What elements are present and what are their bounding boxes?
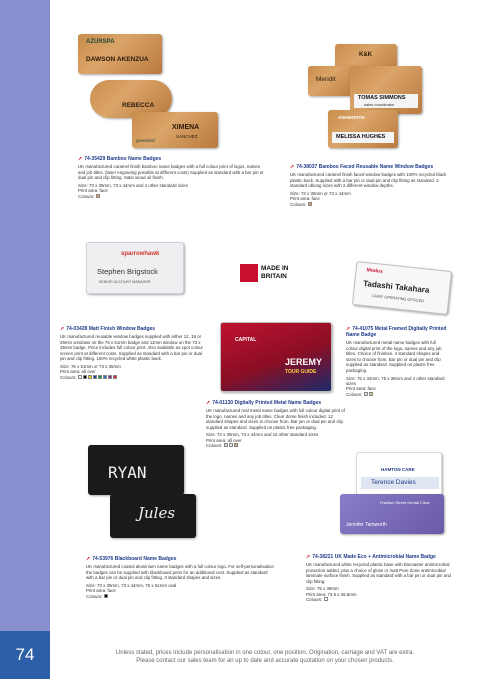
badge-clinic: Fraction Street Dental Clinic (380, 500, 430, 505)
colours-label: Colours: (86, 593, 103, 599)
product-blackboard (86, 556, 276, 600)
product-print: Print area: all over (60, 369, 96, 375)
colour-swatch[interactable] (93, 375, 97, 379)
product-name: Bamboo Faced Reusable Name Window Badges (318, 164, 434, 170)
eco-badge-1 (356, 452, 442, 498)
colour-swatch[interactable] (308, 202, 312, 206)
badge-logo: AZURSPA (86, 39, 115, 45)
product-colours (86, 594, 276, 600)
colours-label: Colours: (60, 374, 77, 380)
product-eco-antimicrobial (306, 554, 456, 603)
product-desc: UK manufactured metal name badges with full colour digital print of the logo, names and any job titles. Choice of finishes. 4 standard shapes and sizes to choose from. Bar pin or dual pin and clip supplied as standard. Supplied on plastic free packaging. (346, 340, 442, 373)
product-name: Matt Finish Window Badges (88, 326, 156, 332)
product-title[interactable] (60, 326, 206, 332)
badge-title: SENIOR ACCOUNT MANAGER (99, 280, 151, 284)
faced-badge-4 (328, 110, 398, 148)
product-metal-framed (346, 326, 448, 398)
colours-label: Colours: (206, 443, 223, 449)
product-code: 74-38037 (296, 164, 318, 170)
arrow-icon: ➚ (86, 556, 91, 562)
product-colours (346, 392, 448, 398)
colour-swatch[interactable] (78, 375, 82, 379)
eco-badge-2 (340, 494, 444, 534)
product-size: Size: 73 x 35mm, 73 x 44mm and 4 other standard sizes (78, 182, 188, 188)
arrow-icon: ➚ (60, 326, 65, 332)
blackboard-badge-1 (88, 445, 184, 495)
colour-swatch[interactable] (104, 594, 108, 598)
colour-swatch[interactable] (83, 375, 87, 379)
product-title[interactable] (290, 164, 452, 170)
side-bar (0, 0, 50, 679)
colours-label: Colours: (346, 391, 363, 397)
product-colours (206, 443, 346, 449)
product-print: Print area: all over (206, 437, 242, 443)
product-colours (306, 597, 456, 603)
colour-swatch[interactable] (108, 375, 112, 379)
metal-badge-image (352, 261, 452, 315)
colour-swatches (77, 375, 117, 381)
product-name: Metal Framed Digitally Printed Name Badge (346, 326, 447, 338)
product-print: Print area: face (86, 588, 116, 594)
product-size: Size: 73 x 35mm, 73 x 44mm, 76 x 51mm oval (86, 582, 177, 588)
badge-logo: sparrowhawk (121, 251, 160, 257)
product-colours (290, 202, 452, 208)
arrow-icon: ➚ (290, 164, 295, 170)
made-in-britain-logo (240, 262, 296, 284)
footer-line-1: Unless stated, prices include personalisation in one colour, one position. Origination, carriage and VAT are extra. (115, 650, 415, 656)
badge-title: TOUR GUIDE (285, 369, 317, 375)
badge-title: CHIEF OPERATING OFFICER (371, 293, 425, 304)
product-print: Print area: face (290, 196, 320, 202)
footer (50, 649, 480, 665)
product-title[interactable] (86, 556, 276, 562)
badge-name: Jennifer Tamworth (346, 522, 387, 528)
arrow-icon: ➚ (346, 326, 351, 332)
badge-name: TOMAS SIMMONS (358, 95, 406, 101)
product-code: 74-38221 (312, 554, 334, 560)
product-desc: UK manufactured coated aluminium name badges with a full colour logo. For self-personalisation the badges can be supplied with blackboard pens for an additional cost. Supplied as standard with a bar pin or dual pin and clip fitting. 3 standard shapes and sizes. (86, 564, 274, 581)
product-name: Blackboard Name Badges (114, 556, 177, 562)
product-print: Print area: 73.5 x 36.5mm (306, 591, 357, 597)
badge-title: sales coordinator (364, 102, 395, 107)
arrow-icon: ➚ (78, 156, 83, 162)
product-desc: UK manufactured real metal name badges with full colour digital print of the logo, names and any job titles. Clear dome finish included. 12 standard shapes and sizes to choose from. Bar pin or dual pin and clip supplied as standard. Supplied on plastic free packaging. (206, 408, 345, 430)
product-name: UK Made Eco + Antimicrobial Name Badge (334, 554, 436, 560)
product-desc: UK manufactured reusable window badges supplied with either 12, 19 or 26mm windows on the 76 x 51mm badge and 11mm window on the 73 x 35mm badge. Price includes full colour print. Also available as spot colour screen print at different costs. Supplied as standard with a bar pin or dual pin and clip fitting. 100% recycled white plastic back. (60, 334, 204, 362)
colours-label: Colours: (290, 201, 307, 207)
product-name: Bamboo Name Badges (106, 156, 162, 162)
badge-name: Jules (138, 504, 176, 522)
arrow-icon: ➚ (306, 554, 311, 560)
colour-swatch[interactable] (224, 443, 228, 447)
colour-swatches (103, 594, 108, 600)
badge-name: Tadashi Takahara (362, 278, 430, 295)
faced-badge-3 (350, 66, 422, 114)
colour-swatch[interactable] (324, 597, 328, 601)
union-flag-icon (240, 264, 258, 282)
badge-name: JEREMY (285, 357, 323, 367)
blackboard-badge-2 (110, 494, 196, 538)
product-print: Print area: face (346, 386, 376, 392)
badge-logo: HAMTON CARE (381, 467, 415, 472)
badge-logo: CAPITAL (235, 337, 257, 343)
faced-badge-2 (308, 66, 356, 96)
footer-line-2: Please contact our sales team for an up to date and accurate quotation on your chosen products. (136, 658, 394, 664)
logo-line2: BRITAIN (261, 273, 287, 280)
colour-swatch[interactable] (229, 443, 233, 447)
colours-label: Colours: (78, 193, 95, 199)
matt-badge-image (86, 242, 184, 294)
colour-swatches (363, 392, 373, 398)
arrow-icon: ➚ (206, 400, 211, 406)
product-code: 74-41075 (352, 326, 374, 332)
product-matt-finish (60, 326, 206, 381)
product-bamboo-faced (290, 164, 452, 208)
product-print: Print area: face (78, 188, 108, 194)
badge-name: Stephen Brigstock (97, 267, 158, 276)
page-number: 74 (0, 631, 50, 679)
colour-swatch[interactable] (98, 375, 102, 379)
bamboo-badge-3 (132, 112, 218, 148)
colours-label: Colours: (306, 597, 323, 603)
product-code: 74-03428 (66, 326, 88, 332)
badge-name: MELISSA HUGHES (336, 134, 386, 140)
product-desc: UK manufactured caramel finish faced window badges with 100% recycled black plastic back. Supplied with a bar pin or dual pin and clip fitting as standard. 2 standard oblong sizes with 2 different window depths. (290, 172, 447, 189)
product-code: 74-01130 (212, 400, 234, 406)
product-desc: UK manufactured caramel finish bamboo name badges with a full colour print of logos, names and job titles. (laser engraving possible at different costs) Supplied as standard with a bar pin or dual pin and clip fitting. Satin wood oil finish. (78, 164, 264, 181)
digital-badge-image (220, 322, 332, 392)
product-bamboo-badges (78, 156, 266, 200)
colour-swatches (223, 443, 238, 449)
colour-swatch[interactable] (103, 375, 107, 379)
product-title[interactable] (78, 156, 266, 162)
product-title[interactable] (306, 554, 456, 560)
badge-name: XIMENA (172, 124, 200, 131)
badge-logo: K&K (359, 52, 372, 58)
product-size: Size: 75 x 32mm, 75 x 38mm and 4 other standard sizes (346, 375, 445, 386)
colour-swatches (307, 202, 312, 208)
product-colours (60, 375, 206, 381)
product-code: 74-53976 (92, 556, 114, 562)
colour-swatch[interactable] (369, 392, 373, 396)
product-size: Size: 75 x 38mm (306, 586, 339, 592)
colour-swatch[interactable] (234, 443, 238, 447)
badge-brand: Meridit (316, 76, 336, 83)
logo-line1: MADE IN (261, 265, 289, 272)
product-size: Size: 73 x 35mm or 73 x 44mm (290, 190, 351, 196)
product-title[interactable] (206, 400, 346, 406)
product-code: 74-35429 (84, 156, 106, 162)
product-size: Size: 73 x 35mm, 73 x 44mm and 10 other standard sizes (206, 432, 319, 438)
colour-swatches (323, 597, 328, 603)
colour-swatch[interactable] (88, 375, 92, 379)
product-desc: UK manufactured white recycled plastic base with Biomaster antimicrobial protection added, plus a choice of gloss or matt Pure Zone antimicrobial laminate surface finish. Supplied as standard with a bar pin or dual pin and clip fitting. (306, 562, 451, 584)
product-digital-metal (206, 400, 346, 449)
product-size: Size: 76 x 51mm or 73 x 35mm (60, 363, 121, 369)
badge-name: REBECCA (122, 102, 155, 109)
colour-swatch[interactable] (96, 194, 100, 198)
colour-swatch[interactable] (113, 375, 117, 379)
badge-logo: Modus (366, 267, 384, 275)
badge-name: DAWSON AKENZUA (86, 56, 149, 63)
badge-logo: ASHWORTH (338, 115, 365, 120)
product-title[interactable] (346, 326, 448, 338)
badge-name: RYAN (108, 463, 147, 482)
badge-logo: greenleaf (136, 138, 155, 143)
colour-swatch[interactable] (364, 392, 368, 396)
bamboo-badge-1 (78, 34, 162, 74)
badge-sub: SÁNCHEZ (176, 134, 198, 139)
product-name: Digitally Printed Metal Name Badges (234, 400, 322, 406)
colour-swatches (95, 194, 100, 200)
badge-name: Terence Davies (371, 479, 416, 486)
product-colours (78, 194, 266, 200)
